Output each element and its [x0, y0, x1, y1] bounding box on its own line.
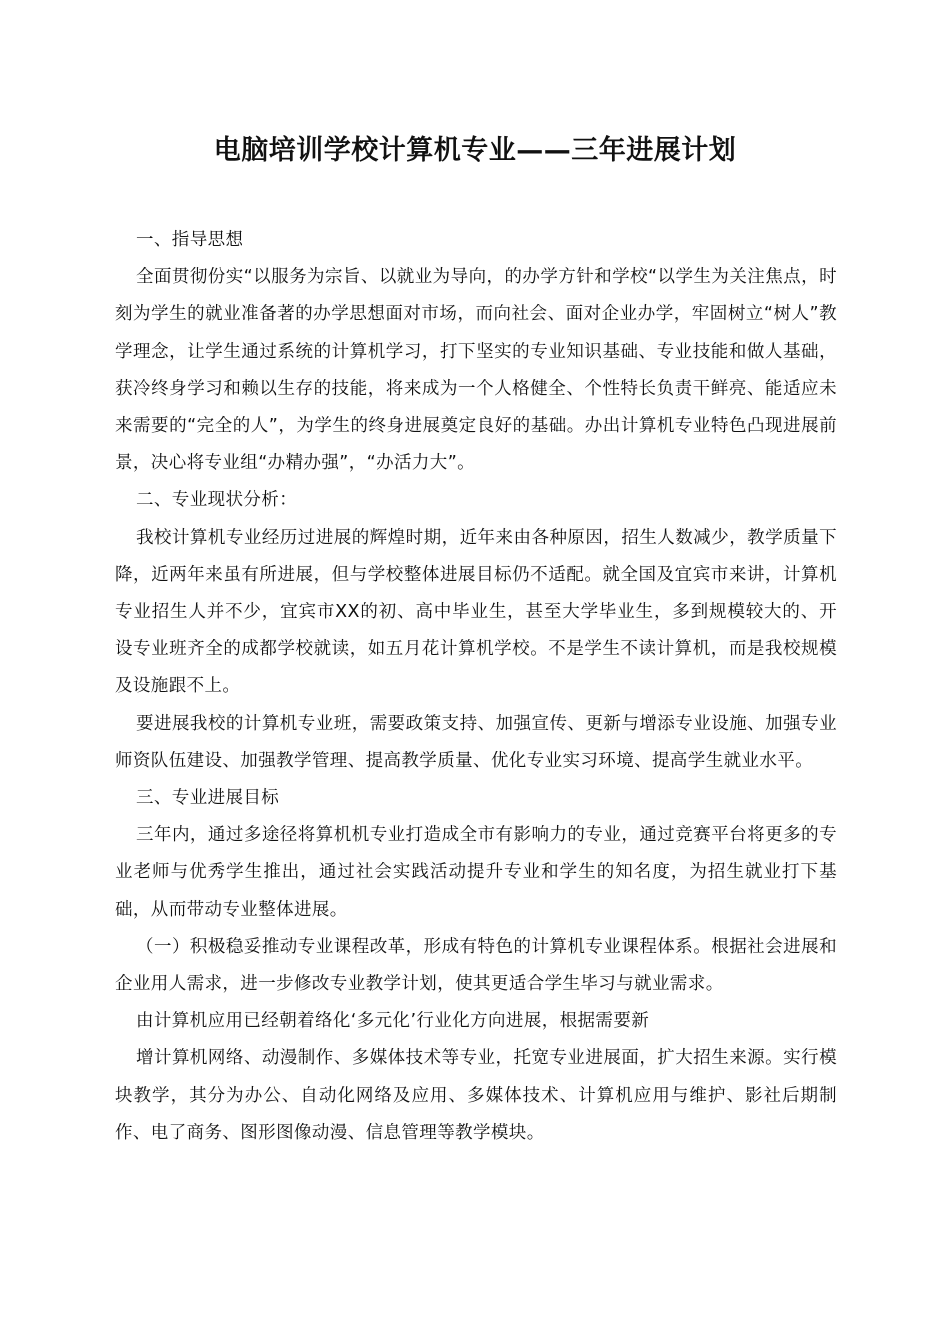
document-title: 电脑培训学校计算机专业——三年进展计划	[213, 135, 737, 166]
paragraph-goal-modules: 增计算机网络、动漫制作、多媒体技术等专业，托宽专业进展面，扩大招生来源。实行模块教学，其分为办公、自动化网络及应用、多媒体技术、计算机应用与维护、影社后期制作、电了商务、图形图像动漫、信息管理等教学模块。	[115, 1048, 837, 1143]
section-heading-guiding-thought: 一、指导思想	[136, 230, 244, 250]
section-heading-status-analysis: 二、专业现状分析：	[136, 490, 298, 511]
document-body	[115, 222, 837, 1152]
paragraph-guiding-thought: 全面贯彻份实“以服务为宗旨、以就业为导向，的办学方针和学校“以学生为关注焦点，时刻为学生的就业准备著的办学思想面对市场，而向社会、面对企业办学，牢固树立“树人”教学理念，让学生通过系统的计算机学习，打下坚实的专业知识基础、专业技能和做人基础，获冷终身学习和赖以生存的技能，将来成为一个人格健全、个性特长负责干鲜亮、能适应未来需要的“完全的人”，为学生的终身进展奠定良好的基础。办出计算机专业特色凸现进展前景，决心将专业组“办精办强”，“办活力大”。	[115, 267, 837, 474]
paragraph-status-history: 我校计算机专业经历过进展的辉煌时期，近年来由各种原因，招生人数减少，教学质量下降，近两年来虽有所进展，但与学校整体进展目标仍不适配。就全国及宜宾市来讲，计算机专业招生人并不少，宜宾市XX的初、高中毕业生，甚至大学毕业生，多到规模较大的、开设专业班齐全的成都学校就读，如五月花计算机学校。不是学生不读计算机，而是我校规模及设施跟不上。	[115, 527, 837, 697]
paragraph-goal-direction: 由计算机应用已经朝着络化‘多元化’行业化方向进展，根据需要新	[136, 1011, 650, 1032]
paragraph-goal-curriculum-reform: （一）积极稳妥推动专业课程改革，形成有特色的计算机专业课程体系。根据社会进展和企业用人需求，进一步修改专业教学计划，使其更适合学生毕习与就业需求。	[115, 936, 837, 995]
paragraph-goals-overview: 三年内，通过多途径将算机机专业打造成全市有影响力的专业，通过竞赛平台将更多的专业老师与优秀学生推出，通过社会实践活动提升专业和学生的知名度，为招生就业打下基础，从而带动专业整体进展。	[115, 825, 837, 920]
paragraph-status-needs: 要进展我校的计算机专业班，需要政策支持、加强宣传、更新与增添专业设施、加强专业师资队伍建设、加强教学管理、提高教学质量、优化专业实习环境、提高学生就业水平。	[115, 713, 837, 771]
section-heading-goals: 三、专业进展目标	[136, 788, 280, 809]
